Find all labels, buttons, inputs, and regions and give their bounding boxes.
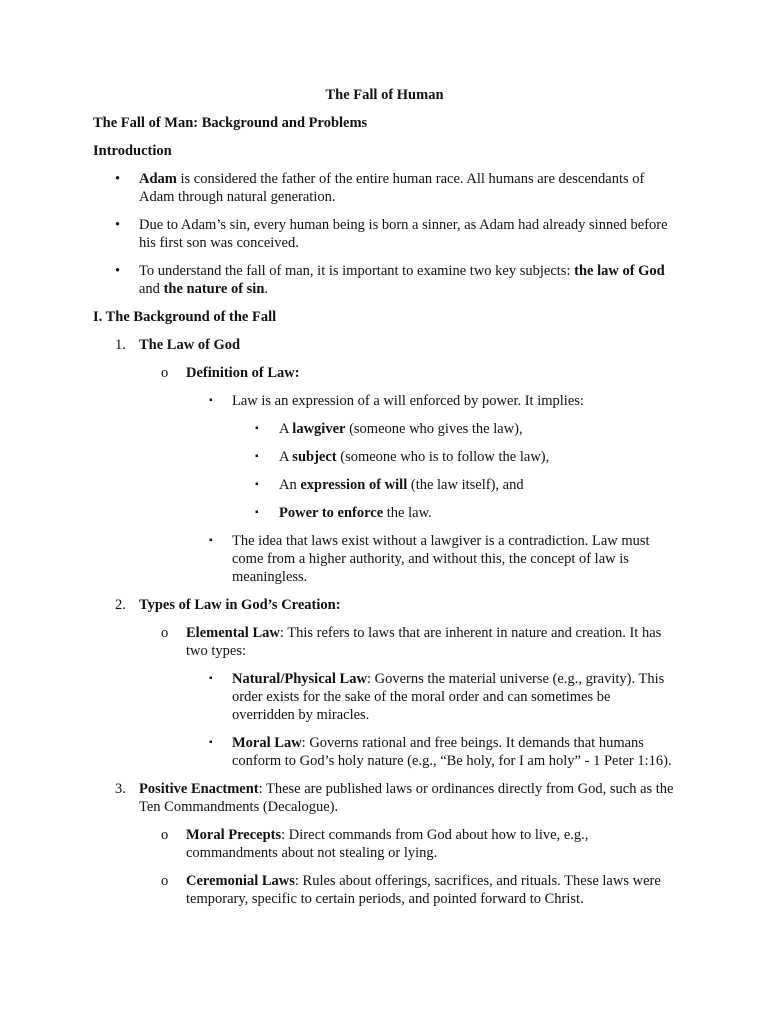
bullet-marker: • xyxy=(115,217,121,233)
item-label: The Law of God xyxy=(139,337,241,353)
bold-term: Adam xyxy=(139,171,177,187)
square-marker: ▪ xyxy=(209,395,213,406)
list-item xyxy=(93,476,676,494)
number-marker: 2. xyxy=(115,597,126,613)
list-item xyxy=(93,216,676,252)
item-text: the law. xyxy=(383,505,432,521)
sublist xyxy=(93,392,676,586)
item-label: Types of Law in God’s Creation: xyxy=(139,597,341,613)
list-item xyxy=(93,504,676,522)
sublist xyxy=(93,364,676,586)
bold-term: the nature of sin xyxy=(163,281,265,297)
list-item xyxy=(93,170,676,206)
list-item-law-of-god xyxy=(93,336,676,586)
item-text: : This refers to laws that are inherent in nature and creation. It has two types: xyxy=(186,625,662,659)
list-item xyxy=(93,734,676,770)
list-item-positive-enactment xyxy=(93,780,676,908)
bold-term: Positive Enactment xyxy=(139,781,259,797)
circle-marker: o xyxy=(161,827,169,843)
section-heading: I. The Background of the Fall xyxy=(93,309,277,325)
bold-term: the law of God xyxy=(574,263,665,279)
sublist xyxy=(93,670,676,770)
bold-term: expression of will xyxy=(300,477,408,493)
item-text: The idea that laws exist without a lawgiver is a contradiction. Law must come from a higher authority, and without this, the concept of law is meaningless. xyxy=(232,533,650,585)
section-list xyxy=(93,336,676,908)
square-marker: ▪ xyxy=(255,507,259,518)
item-text: is considered the father of the entire human race. All humans are descendants of Adam through natural generation. xyxy=(139,171,645,205)
list-item xyxy=(93,826,676,862)
number-marker: 3. xyxy=(115,781,126,797)
bold-term: Moral Law xyxy=(232,735,302,751)
main-heading: The Fall of Man: Background and Problems xyxy=(93,115,368,131)
introduction-heading: Introduction xyxy=(93,143,172,159)
bold-term: Power to enforce xyxy=(279,505,384,521)
item-text: . xyxy=(264,281,269,297)
item-text: A xyxy=(279,421,293,437)
square-marker: ▪ xyxy=(209,673,213,684)
item-text: : Governs the material universe (e.g., gravity). This order exists for the sake of the moral order and can sometimes be overridden by miracles. xyxy=(232,671,665,723)
square-marker: ▪ xyxy=(209,535,213,546)
circle-marker: o xyxy=(161,365,169,381)
bold-term: subject xyxy=(292,449,337,465)
item-text: and xyxy=(139,281,164,297)
item-text: : These are published laws or ordinances directly from God, such as the Ten Commandments (Decalogue). xyxy=(139,781,674,815)
sublist xyxy=(93,420,676,522)
square-marker: ▪ xyxy=(255,479,259,490)
bullet-marker: • xyxy=(115,171,121,187)
list-item xyxy=(93,448,676,466)
list-item xyxy=(93,420,676,438)
bold-term: Moral Precepts xyxy=(186,827,282,843)
item-text: Law is an expression of a will enforced by power. It implies: xyxy=(232,393,584,409)
list-item xyxy=(93,670,676,724)
sublist xyxy=(93,624,676,770)
list-item xyxy=(93,364,676,586)
list-item xyxy=(93,532,676,586)
bold-term: Natural/Physical Law xyxy=(232,671,367,687)
item-text: (someone who is to follow the law), xyxy=(336,449,550,465)
item-text: (someone who gives the law), xyxy=(345,421,523,437)
item-text: : Direct commands from God about how to live, e.g., commandments about not stealing or lying. xyxy=(186,827,589,861)
item-text: An xyxy=(279,477,301,493)
bullet-marker: • xyxy=(115,263,121,279)
item-text: To understand the fall of man, it is important to examine two key subjects: xyxy=(139,263,575,279)
list-item xyxy=(93,392,676,522)
circle-marker: o xyxy=(161,873,169,889)
bold-term: Ceremonial Laws xyxy=(186,873,295,889)
intro-list xyxy=(93,170,676,298)
list-item xyxy=(93,262,676,298)
item-label: Definition of Law: xyxy=(186,365,300,381)
list-item xyxy=(93,872,676,908)
item-text: (the law itself), and xyxy=(407,477,524,493)
list-item xyxy=(93,624,676,770)
square-marker: ▪ xyxy=(255,451,259,462)
square-marker: ▪ xyxy=(255,423,259,434)
bold-term: lawgiver xyxy=(292,421,346,437)
item-text: A xyxy=(279,449,293,465)
sublist xyxy=(93,826,676,908)
bold-term: Elemental Law xyxy=(186,625,280,641)
square-marker: ▪ xyxy=(209,737,213,748)
item-text: : Rules about offerings, sacrifices, and rituals. These laws were temporary, specific to certain periods, and pointed forward to Christ. xyxy=(186,873,661,907)
item-text: : Governs rational and free beings. It demands that humans conform to God’s holy nature (e.g., “Be holy, for I am holy” - 1 Peter 1:16). xyxy=(232,735,672,769)
list-item-types-of-law xyxy=(93,596,676,770)
circle-marker: o xyxy=(161,625,169,641)
item-text: Due to Adam’s sin, every human being is born a sinner, as Adam had already sinned before his first son was conceived. xyxy=(139,217,668,251)
document-title: The Fall of Human xyxy=(325,87,444,103)
number-marker: 1. xyxy=(115,337,126,353)
